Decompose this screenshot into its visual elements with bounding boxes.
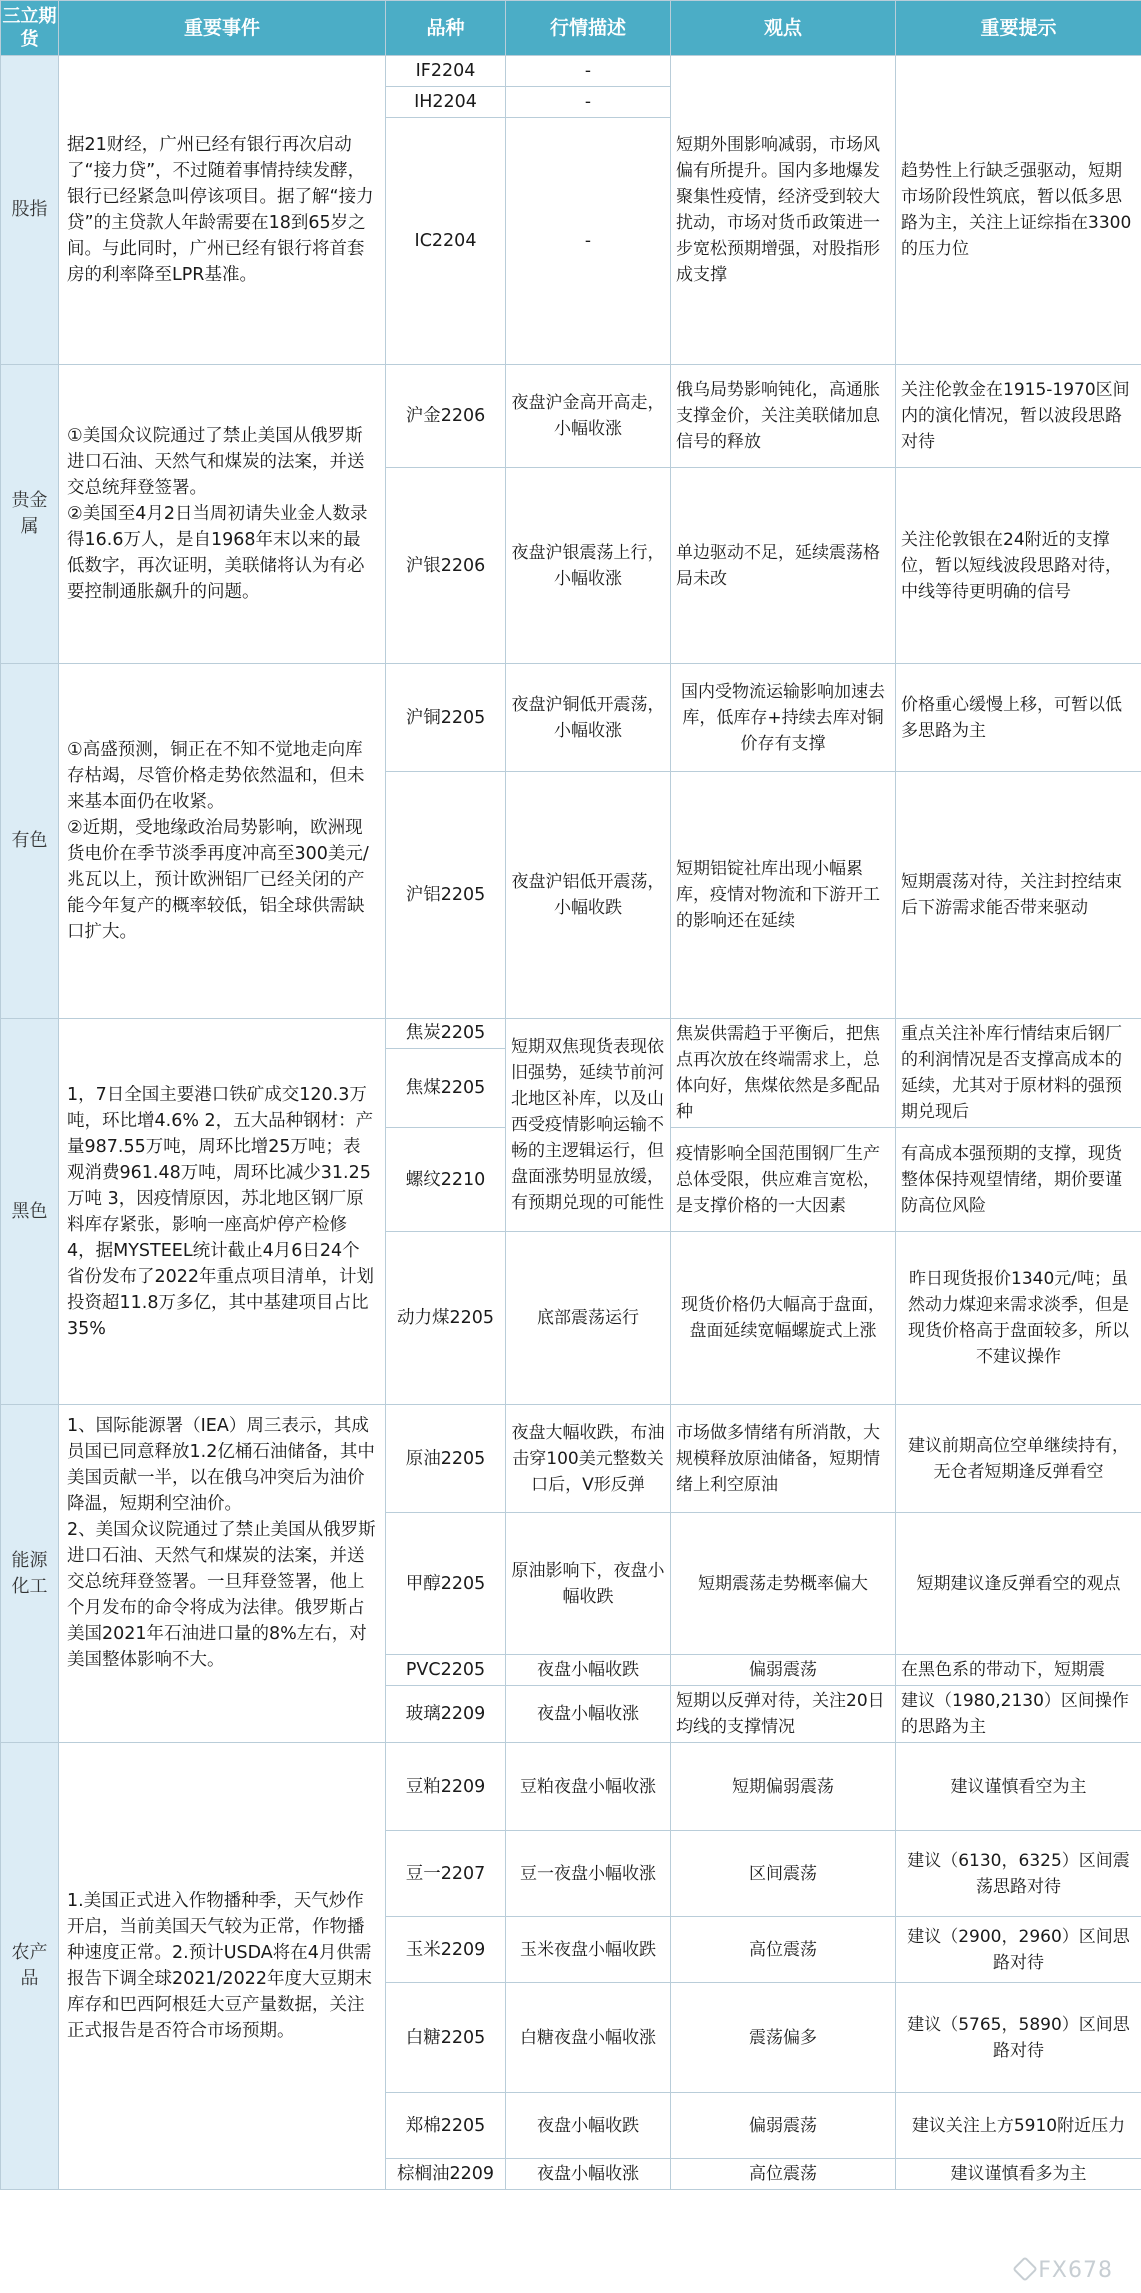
header-variety: 品种 [386, 1, 506, 56]
header-viewpoint: 观点 [671, 1, 896, 56]
market-cell: 夜盘沪铜低开震荡，小幅收涨 [506, 664, 671, 772]
viewpoint-cell: 短期偏弱震荡 [671, 1743, 896, 1831]
hint-cell: 短期震荡对待，关注封控结束后下游需求能否带来驱动 [896, 772, 1141, 1019]
variety-cell: 沪银2206 [386, 468, 506, 664]
market-cell: 夜盘小幅收涨 [506, 1686, 671, 1743]
variety-cell: 棕榈油2209 [386, 2159, 506, 2190]
variety-cell: 沪铝2205 [386, 772, 506, 1019]
sector-nonferrous: 有色 [1, 664, 59, 1019]
variety-cell: 焦炭2205 [386, 1019, 506, 1049]
market-cell: 夜盘沪银震荡上行，小幅收涨 [506, 468, 671, 664]
market-cell: 夜盘小幅收跌 [506, 2093, 671, 2159]
viewpoint-cell: 偏弱震荡 [671, 2093, 896, 2159]
market-cell: 夜盘小幅收涨 [506, 2159, 671, 2190]
watermark-text: FX678 [1038, 2258, 1113, 2283]
viewpoint-cell: 市场做多情绪有所消散，大规模释放原油储备，短期情绪上利空原油 [671, 1405, 896, 1513]
hint-cell: 建议前期高位空单继续持有，无仓者短期逢反弹看空 [896, 1405, 1141, 1513]
hint-cell: 价格重心缓慢上移，可暂以低多思路为主 [896, 664, 1141, 772]
sector-black: 黑色 [1, 1019, 59, 1405]
table-row [1, 664, 1141, 772]
viewpoint-cell: 短期以反弹对待，关注20日均线的支撑情况 [671, 1686, 896, 1743]
market-cell: 底部震荡运行 [506, 1232, 671, 1405]
market-cell: - [506, 118, 671, 365]
hint-cell: 短期建议逢反弹看空的观点 [896, 1513, 1141, 1655]
hint-cell: 在黑色系的带动下，短期震 [896, 1655, 1141, 1686]
variety-cell: 原油2205 [386, 1405, 506, 1513]
hint-cell: 建议谨慎看多为主 [896, 2159, 1141, 2190]
hint-cell: 昨日现货报价1340元/吨；虽然动力煤迎来需求淡季，但是现货价格高于盘面较多，所以不建议操作 [896, 1232, 1141, 1405]
viewpoint-cell: 现货价格仍大幅高于盘面，盘面延续宽幅螺旋式上涨 [671, 1232, 896, 1405]
viewpoint-cell: 偏弱震荡 [671, 1655, 896, 1686]
variety-cell: 豆粕2209 [386, 1743, 506, 1831]
market-cell: 玉米夜盘小幅收跌 [506, 1917, 671, 1983]
table-row [1, 56, 1141, 87]
viewpoint-cell: 震荡偏多 [671, 1983, 896, 2093]
market-cell: 夜盘小幅收跌 [506, 1655, 671, 1686]
variety-cell: 沪金2206 [386, 365, 506, 468]
viewpoint-cell: 俄乌局势影响钝化，高通胀支撑金价，关注美联储加息信号的释放 [671, 365, 896, 468]
market-cell: 夜盘沪铝低开震荡，小幅收跌 [506, 772, 671, 1019]
hint-cell: 关注伦敦金在1915-1970区间内的演化情况，暂以波段思路对待 [896, 365, 1141, 468]
market-cell: 豆粕夜盘小幅收涨 [506, 1743, 671, 1831]
sector-energy: 能源化工 [1, 1405, 59, 1743]
event-agri: 1.美国正式进入作物播种季，天气炒作开启，当前美国天气较为正常，作物播种速度正常。2.预计USDA将在4月供需报告下调全球2021/2022年度大豆期末库存和巴西阿根廷大豆产量数据，关注正式报告是否符合市场预期。 [59, 1743, 386, 2190]
header-row [1, 1, 1141, 56]
market-cell: 原油影响下，夜盘小幅收跌 [506, 1513, 671, 1655]
variety-cell: 螺纹2210 [386, 1128, 506, 1232]
event-precious: ①美国众议院通过了禁止美国从俄罗斯进口石油、天然气和煤炭的法案，并送交总统拜登签署。 ②美国至4月2日当周初请失业金人数录得16.6万人，是自1968年末以来的最低数字，再次证明，美联储将认为有必要控制通胀飙升的问题。 [59, 365, 386, 664]
table-row [1, 1743, 1141, 1831]
variety-cell: 沪铜2205 [386, 664, 506, 772]
hint-cell: 建议（2900，2960）区间思路对待 [896, 1917, 1141, 1983]
market-cell: 夜盘大幅收跌，布油击穿100美元整数关口后，V形反弹 [506, 1405, 671, 1513]
hint-cell: 建议关注上方5910附近压力 [896, 2093, 1141, 2159]
variety-cell: 白糖2205 [386, 1983, 506, 2093]
variety-cell: IH2204 [386, 87, 506, 118]
event-stock: 据21财经，广州已经有银行再次启动了“接力贷”，不过随着事情持续发酵，银行已经紧急叫停该项目。据了解“接力贷”的主贷款人年龄需要在18到65岁之间。与此同时，广州已经有银行将首套房的利率降至LPR基准。 [59, 56, 386, 365]
variety-cell: IF2204 [386, 56, 506, 87]
header-market: 行情描述 [506, 1, 671, 56]
viewpoint-stock: 短期外围影响减弱，市场风偏有所提升。国内多地爆发聚集性疫情，经济受到较大扰动，市场对货币政策进一步宽松预期增强，对股指形成支撑 [671, 56, 896, 365]
viewpoint-coke: 焦炭供需趋于平衡后，把焦点再次放在终端需求上，总体向好，焦煤依然是多配品种 [671, 1019, 896, 1128]
variety-cell: 郑棉2205 [386, 2093, 506, 2159]
hint-cell: 有高成本强预期的支撑，现货整体保持观望情绪，期价要谨防高位风险 [896, 1128, 1141, 1232]
viewpoint-cell: 区间震荡 [671, 1831, 896, 1917]
table-row [1, 1019, 1141, 1049]
event-nonferrous: ①高盛预测，铜正在不知不觉地走向库存枯竭，尽管价格走势依然温和，但未来基本面仍在收紧。 ②近期，受地缘政治局势影响，欧洲现货电价在季节淡季再度冲高至300美元/兆瓦以上，预计欧洲铝厂已经关闭的产能今年复产的概率较低，铝全球供需缺口扩大。 [59, 664, 386, 1019]
viewpoint-cell: 疫情影响全国范围钢厂生产总体受限，供应难言宽松，是支撑价格的一大因素 [671, 1128, 896, 1232]
variety-cell: 玻璃2209 [386, 1686, 506, 1743]
market-cell: 夜盘沪金高开高走，小幅收涨 [506, 365, 671, 468]
sector-stock: 股指 [1, 56, 59, 365]
viewpoint-cell: 短期铝锭社库出现小幅累库，疫情对物流和下游开工的影响还在延续 [671, 772, 896, 1019]
header-hint: 重要提示 [896, 1, 1141, 56]
variety-cell: 焦煤2205 [386, 1048, 506, 1127]
sector-agri: 农产品 [1, 1743, 59, 2190]
table-row [1, 1405, 1141, 1513]
event-energy: 1、国际能源署（IEA）周三表示，其成员国已同意释放1.2亿桶石油储备，其中美国贡献一半，以在俄乌冲突后为油价降温，短期利空油价。 2、美国众议院通过了禁止美国从俄罗斯进口石油、天然气和煤炭的法案，并送交总统拜登签署。一旦拜登签署，他上个月发布的命令将成为法律。俄罗斯占美国2021年石油进口量的8%左右，对美国整体影响不大。 [59, 1405, 386, 1743]
market-cell: - [506, 56, 671, 87]
hint-coke: 重点关注补库行情结束后钢厂的利润情况是否支撑高成本的延续，尤其对于原材料的强预期兑现后 [896, 1019, 1141, 1128]
viewpoint-cell: 单边驱动不足，延续震荡格局未改 [671, 468, 896, 664]
variety-cell: 动力煤2205 [386, 1232, 506, 1405]
market-cell: 白糖夜盘小幅收涨 [506, 1983, 671, 2093]
market-cell: - [506, 87, 671, 118]
viewpoint-cell: 短期震荡走势概率偏大 [671, 1513, 896, 1655]
header-event: 重要事件 [59, 1, 386, 56]
market-coke: 短期双焦现货表现依旧强势，延续节前河北地区补库，以及山西受疫情影响运输不畅的主逻辑运行，但盘面涨势明显放缓，有预期兑现的可能性 [506, 1019, 671, 1232]
variety-cell: PVC2205 [386, 1655, 506, 1686]
market-cell: 豆一夜盘小幅收涨 [506, 1831, 671, 1917]
hint-cell: 建议（1980,2130）区间操作的思路为主 [896, 1686, 1141, 1743]
watermark [1016, 2258, 1113, 2283]
hint-cell: 建议（5765，5890）区间思路对待 [896, 1983, 1141, 2093]
variety-cell: 玉米2209 [386, 1917, 506, 1983]
header-corner: 三立期货 [1, 1, 59, 56]
hint-cell: 建议（6130，6325）区间震荡思路对待 [896, 1831, 1141, 1917]
hint-stock: 趋势性上行缺乏强驱动，短期市场阶段性筑底，暂以低多思路为主，关注上证综指在3300的压力位 [896, 56, 1141, 365]
sector-precious: 贵金属 [1, 365, 59, 664]
watermark-logo-icon [1013, 2256, 1038, 2281]
event-black: 1，7日全国主要港口铁矿成交120.3万吨，环比增4.6% 2，五大品种钢材：产量987.55万吨，周环比增25万吨；表观消费961.48万吨，周环比减少31.25万吨 3，因疫情原因，苏北地区钢厂原料库存紧张，影响一座高炉停产检修 4，据MYSTEEL统计截止4月6日24个省份发布了2022年重点项目清单，计划投资超11.8万多亿，其中基建项目占比35% [59, 1019, 386, 1405]
variety-cell: 豆一2207 [386, 1831, 506, 1917]
variety-cell: IC2204 [386, 118, 506, 365]
viewpoint-cell: 高位震荡 [671, 2159, 896, 2190]
hint-cell: 建议谨慎看空为主 [896, 1743, 1141, 1831]
viewpoint-cell: 国内受物流运输影响加速去库，低库存+持续去库对铜价存有支撑 [671, 664, 896, 772]
viewpoint-cell: 高位震荡 [671, 1917, 896, 1983]
hint-cell: 关注伦敦银在24附近的支撑位，暂以短线波段思路对待，中线等待更明确的信号 [896, 468, 1141, 664]
variety-cell: 甲醇2205 [386, 1513, 506, 1655]
table-row [1, 365, 1141, 468]
